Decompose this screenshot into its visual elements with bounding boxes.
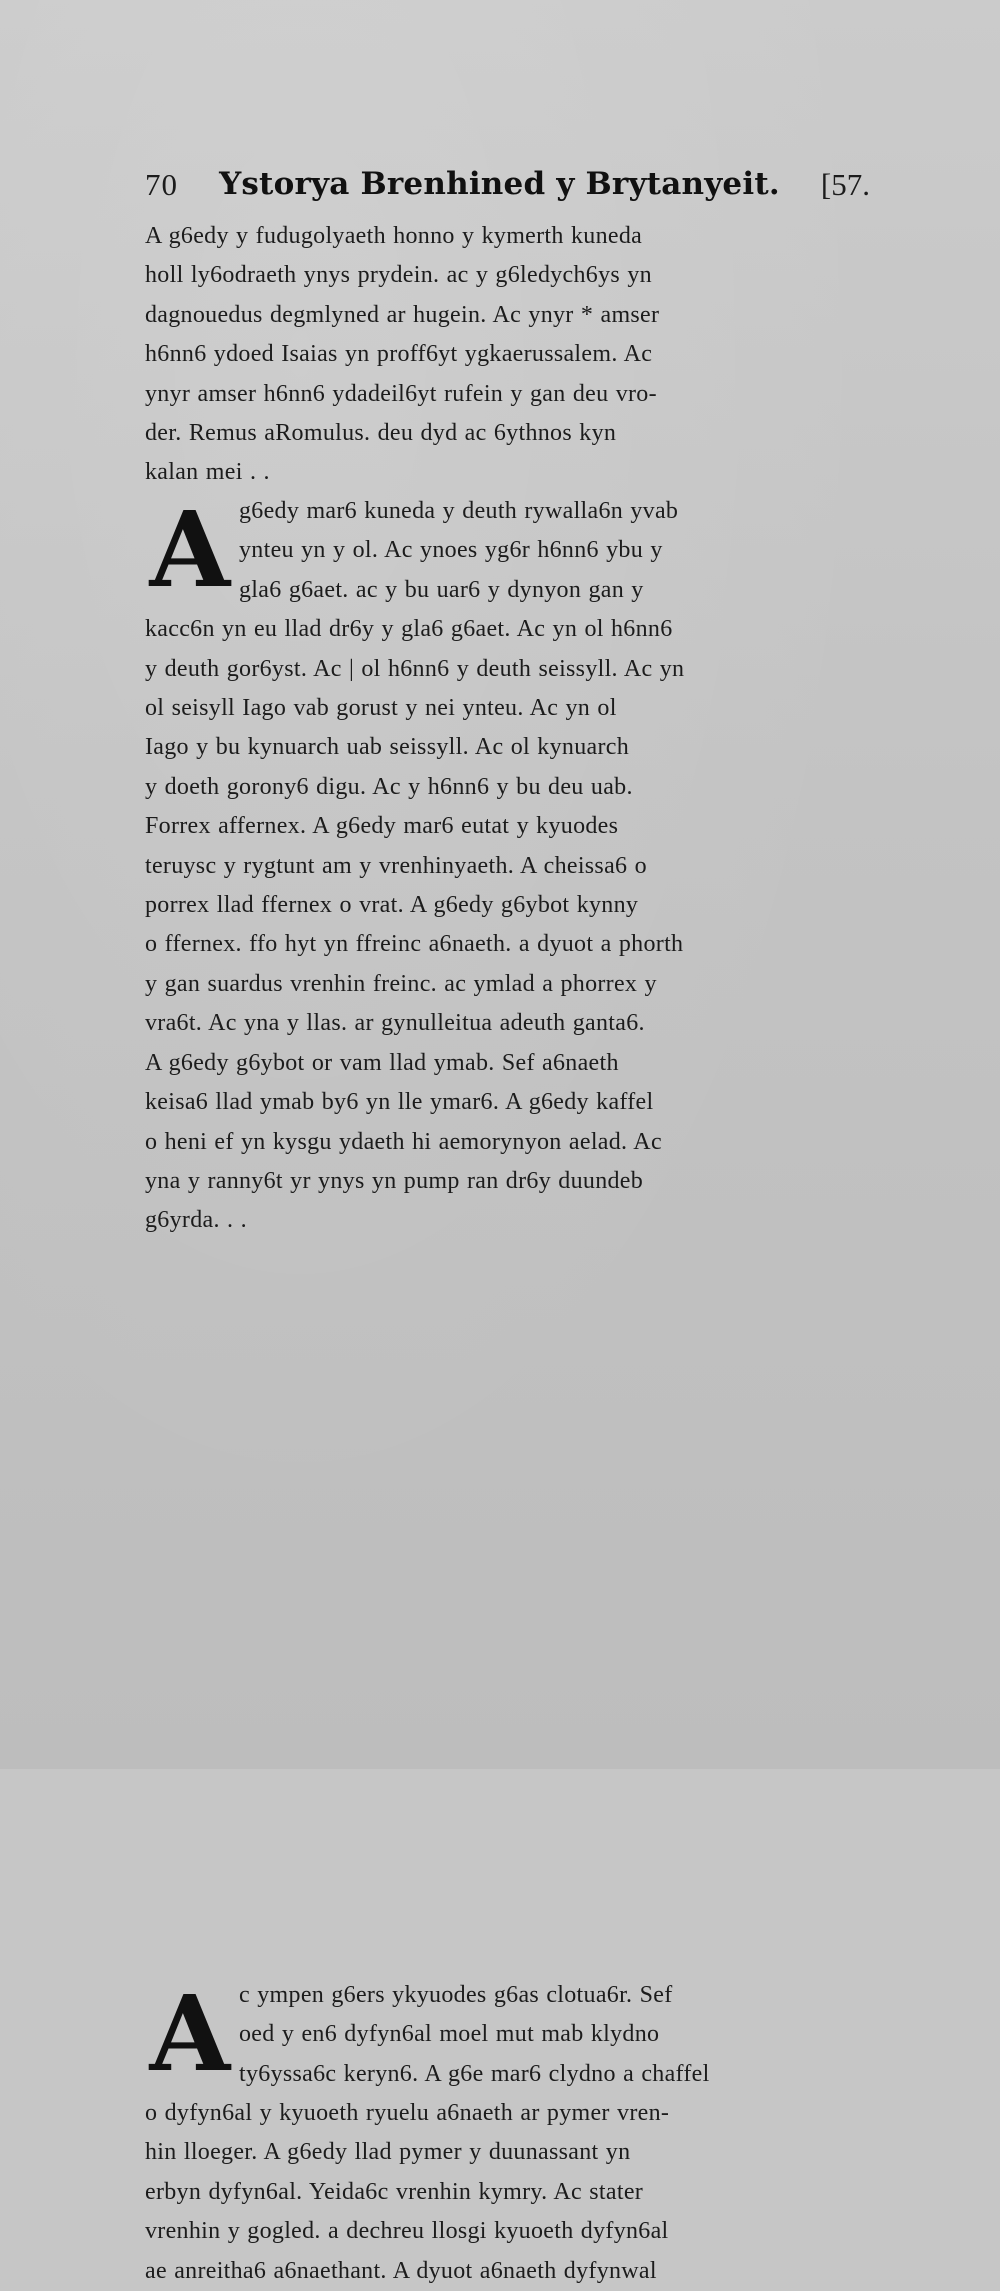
text-line: g6edy mar6 kuneda y deuth rywalla6n yvab [239,498,679,524]
text-line: o heni ef yn kysgu ydaeth hi aemorynyon aelad. Ac [145,1128,662,1155]
text-line: porrex llad ffernex o vrat. A g6edy g6ybot kynny [145,892,639,919]
text-line: A g6edy g6ybot or vam llad ymab. Sef a6naeth [145,1049,619,1076]
text-line: y deuth gor6yst. Ac | ol h6nn6 y deuth seissyll. Ac yn [145,655,685,682]
text-line: yna y ranny6t yr ynys yn pump ran dr6y duundeb [145,1167,644,1194]
text-line: vra6t. Ac yna y llas. ar gynulleitua adeuth ganta6. [145,1010,645,1037]
page-number: 70 [145,167,178,202]
text-line: Iago y bu kynuarch uab seissyll. Ac ol kynuarch [145,734,629,761]
text-line: ynyr amser h6nn6 ydadeil6yt rufein y gan deu vro- [145,380,657,407]
text-line: dagnouedus degmlyned ar hugein. Ac ynyr * amser [145,301,660,328]
text-line: h6nn6 ydoed Isaias yn proff6yt ygkaerussalem. Ac [145,341,653,368]
text-line: o dyfyn6al y kyuoeth ryuelu a6naeth ar pymer vren- [145,2099,670,2126]
text-line: y gan suardus vrenhin freinc. ac ymlad a phorrex y [145,970,657,997]
page-header [145,160,870,200]
drop-cap: A [149,1971,231,2095]
text-line: Forrex affernex. A g6edy mar6 eutat y kyuodes [145,813,619,840]
text-line: o ffernex. ffo hyt yn ffreinc a6naeth. a dyuot a phorth [145,931,684,958]
text-line: kacc6n yn eu llad dr6y y gla6 g6aet. Ac yn ol h6nn6 [145,616,673,643]
running-title: Ystorya Brenhined y Brytanyeit. [219,166,780,202]
text-line: vrenhin y gogled. a dechreu llosgi kyuoeth dyfyn6al [145,2218,669,2245]
drop-cap: A [149,488,231,611]
text-line: ynteu yn y ol. Ac ynoes yg6r h6nn6 ybu y [239,537,663,564]
text-line: keisa6 llad ymab by6 yn lle ymar6. A g6edy kaffel [145,1089,654,1116]
text-line: ol seisyll Iago vab gorust y nei ynteu. Ac yn ol [145,695,617,722]
text-line: kalan mei . . [145,459,270,486]
paragraph-1 [145,217,870,493]
text-line: c ympen g6ers ykyuodes g6as clotua6r. Sef [239,1981,673,2008]
text-line: ae anreitha6 a6naethant. A dyuot a6naeth dyfynwal [145,2257,657,2284]
section-number: [57. [820,167,870,202]
text-line: der. Remus aRomulus. deu dyd ac 6ythnos kyn [145,420,617,447]
text-line: gla6 g6aet. ac y bu uar6 y dynyon gan y [239,576,644,603]
paragraph-3 [145,1971,870,2291]
text-line: oed y en6 dyfyn6al moel mut mab klydno [239,2021,660,2048]
text-line: hin lloeger. A g6edy llad pymer y duunassant yn [145,2139,631,2166]
text-line: y doeth gorony6 digu. Ac y h6nn6 y bu deu uab. [145,773,633,800]
text-line: teruysc y rygtunt am y vrenhinyaeth. A cheissa6 o [145,852,647,879]
text-line: holl ly6odraeth ynys prydein. ac y g6ledych6ys yn [145,262,652,289]
text-line: g6yrda. . . [145,1207,247,1234]
text-line: A g6edy y fudugolyaeth honno y kymerth kuneda [145,223,643,249]
text-line: erbyn dyfyn6al. Yeida6c vrenhin kymry. Ac stater [145,2178,644,2205]
text-line: ty6yssa6c keryn6. A g6e mar6 clydno a chaffel [239,2060,710,2087]
paragraph-2 [145,488,870,1241]
